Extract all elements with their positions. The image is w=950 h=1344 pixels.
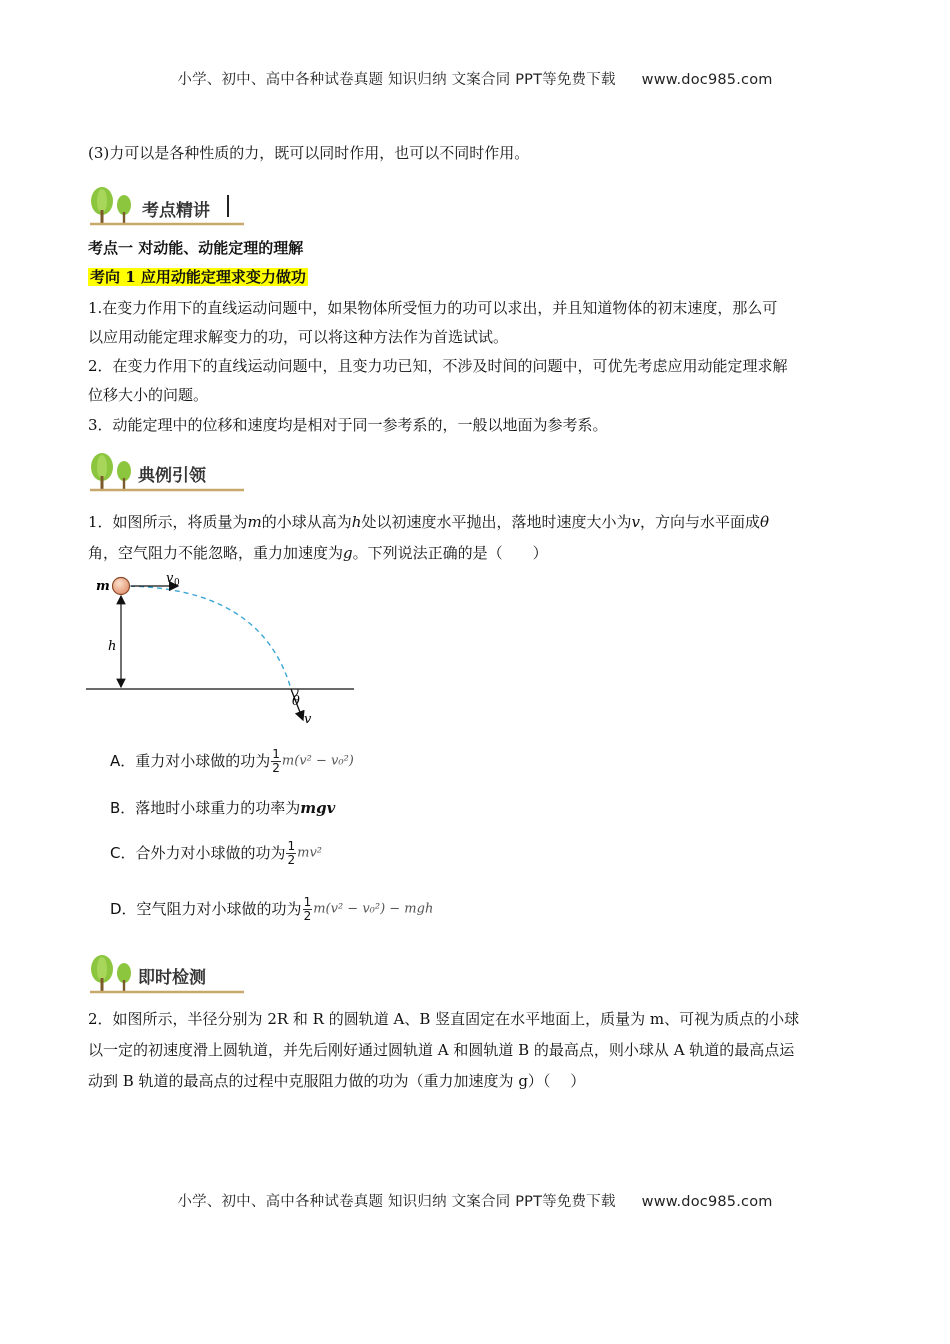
label-v: v xyxy=(304,712,312,727)
banner-title: 考点精讲 xyxy=(142,201,210,221)
option-a[interactable] xyxy=(110,748,354,775)
q1-line2 xyxy=(88,542,548,564)
q2-line1: 2．如图所示，半径分别为 2R 和 R 的圆轨道 A、B 竖直固定在水平地面上，质量为 m、可视为质点的小球 xyxy=(88,1010,800,1028)
q1-text: 处以初速度水平抛出，落地时速度大小为 xyxy=(361,513,632,531)
page-header xyxy=(0,68,950,89)
q1-text: 。下列说法正确的是（ ） xyxy=(352,544,548,562)
label-v0: v xyxy=(166,571,174,586)
option-c-text: C．合外力对小球做的功为 xyxy=(110,844,286,862)
option-d[interactable] xyxy=(110,896,433,923)
option-b-text: B．落地时小球重力的功率为 xyxy=(110,799,301,817)
para2-line2: 位移大小的问题。 xyxy=(88,386,209,404)
q1-var-theta: θ xyxy=(759,513,770,531)
q1-text: 角，空气阻力不能忽略，重力加速度为 xyxy=(88,544,344,562)
q1-var-v: v xyxy=(631,513,640,531)
page-footer xyxy=(0,1190,950,1211)
half-fraction: $\frac{1}{2}$ xyxy=(303,895,312,923)
kaoxiang-heading xyxy=(88,266,308,288)
q2-line2: 以一定的初速度滑上圆轨道，并先后刚好通过圆轨道 A 和圆轨道 B 的最高点，则小球从 A 轨道的最高点运 xyxy=(88,1041,795,1059)
para3: 3．动能定理中的位移和速度均是相对于同一参考系的，一般以地面为参考系。 xyxy=(88,416,608,434)
q1-text: 的小球从高为 xyxy=(261,513,352,531)
option-d-formula: m(v² − v₀²) − mgh xyxy=(313,901,434,917)
option-b-formula: mgv xyxy=(300,799,336,817)
option-a-formula: m(v² − v₀²) xyxy=(281,753,354,769)
trajectory-path xyxy=(121,586,291,689)
footer-site-link[interactable]: www.doc985.com xyxy=(641,1194,773,1210)
kaoxiang-highlight: 考向 1 应用动能定理求变力做功 xyxy=(90,268,306,286)
text-cursor xyxy=(227,195,229,217)
banner-jishi-jiance xyxy=(88,952,248,996)
banner-kaodian-jingjiang xyxy=(88,184,248,228)
option-b[interactable] xyxy=(110,797,335,819)
q1-var-g: g xyxy=(343,544,353,562)
intro-line: (3)力可以是各种性质的力，既可以同时作用，也可以不同时作用。 xyxy=(88,144,530,162)
option-a-text: A．重力对小球做的功为 xyxy=(110,752,271,770)
banner-title: 典例引领 xyxy=(138,466,206,486)
q1-text: 1．如图所示，将质量为 xyxy=(88,513,248,531)
footer-text: 小学、初中、高中各种试卷真题 知识归纳 文案合同 PPT等免费下载 xyxy=(177,1194,616,1210)
option-c-formula: mv² xyxy=(297,845,323,861)
para2-line1: 2．在变力作用下的直线运动问题中，且变力功已知，不涉及时间的问题中，可优先考虑应用动能定理求解 xyxy=(88,357,788,375)
para1-line2: 以应用动能定理求解变力的功，可以将这种方法作为首选试试。 xyxy=(88,328,509,346)
q1-var-h: h xyxy=(351,513,362,531)
label-theta: θ xyxy=(292,694,300,709)
q1-var-m: m xyxy=(247,513,262,531)
q2-line3: 动到 B 轨道的最高点的过程中克服阻力做的功为（重力加速度为 g）（ ） xyxy=(88,1072,586,1090)
para1-line1: 1.在变力作用下的直线运动问题中，如果物体所受恒力的功可以求出，并且知道物体的初末速度，那么可 xyxy=(88,299,778,317)
header-text: 小学、初中、高中各种试卷真题 知识归纳 文案合同 PPT等免费下载 xyxy=(177,72,616,88)
ball xyxy=(113,578,130,595)
q1-line1 xyxy=(88,511,769,533)
banner-title: 即时检测 xyxy=(138,968,206,988)
banner-dianli-yinling xyxy=(88,450,248,494)
half-fraction: $\frac{1}{2}$ xyxy=(272,747,280,775)
kaodian-heading: 考点一 对动能、动能定理的理解 xyxy=(88,239,304,257)
option-d-text: D．空气阻力对小球做的功为 xyxy=(110,900,302,918)
label-v0-sub: 0 xyxy=(174,578,180,588)
projectile-figure xyxy=(86,568,360,728)
option-c[interactable] xyxy=(110,840,322,867)
header-site-link[interactable]: www.doc985.com xyxy=(641,72,773,88)
q1-text: ，方向与水平面成 xyxy=(639,513,760,531)
label-m: m xyxy=(96,579,110,594)
label-h: h xyxy=(108,639,117,654)
half-fraction: $\frac{1}{2}$ xyxy=(287,839,296,867)
